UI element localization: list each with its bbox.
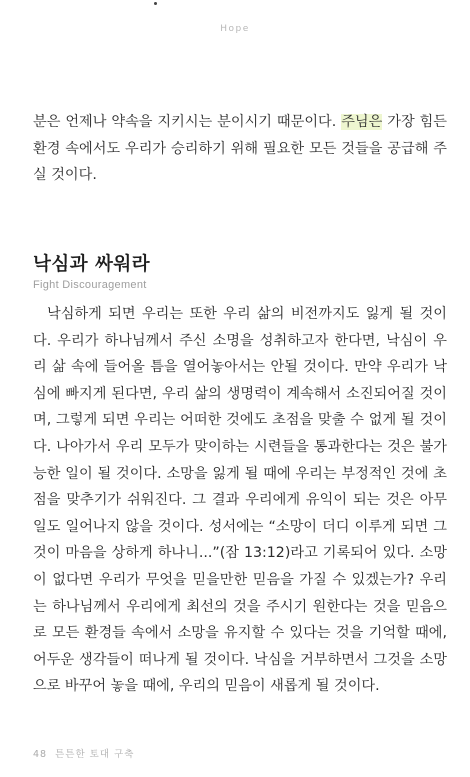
section-title: 낙심과 싸워라: [33, 254, 151, 275]
top-paragraph: [33, 109, 447, 189]
page-mark: [154, 2, 157, 5]
page-number: 48: [33, 749, 48, 760]
book-title: 튼튼한 토대 구축: [55, 749, 135, 760]
section-subtitle: Fight Discouragement: [33, 279, 147, 291]
running-head: Hope: [220, 24, 250, 34]
main-paragraph-text: 낙심하게 되면 우리는 또한 우리 삶의 비전까지도 잃게 될 것이다. 우리가 하나님께서 주신 소명을 성취하고자 한다면, 낙심이 우리 삶 속에 들어올 틈을 열어놓아서는 안될 것이다. 만약 우리가 낙심에 빠지게 된다면, 우리 삶의 생명력이 계속해서 소진되어질 것이며, 그렇게 되면 우리는 어떠한 것에도 초점을 맞출 수 없게 될 것이다. 나아가서 우리 모두가 맞이하는 시련들을 통과한다는 것은 불가능한 일이 될 것이다. 소망을 잃게 될 때에 우리는 부정적인 것에 초점을 맞추기가 쉬워진다. 그 결과 우리에게 유익이 되는 것은 아무 일도 일어나지 않을 것이다. 성서에는 “소망이 더디 이루게 되면 그것이 마음을 상하게 하나니...”(잠 13:12)라고 기록되어 있다. 소망이 없다면 우리가 무엇을 믿을만한 믿음을 가질 수 있겠는가? 우리는 하나님께서 우리에게 최선의 것을 주시기 원한다는 것을 믿음으로 모든 환경들 속에서 소망을 유지할 수 있다는 것을 기억할 때에, 어두운 생각들이 떠나게 될 것이다. 낙심을 거부하면서 그것을 소망으로 바꾸어 놓을 때에, 우리의 믿음이 새롭게 될 것이다.: [33, 306, 447, 695]
page-footer: [33, 746, 138, 760]
top-paragraph-text-1: 분은 언제나 약속을 지키시는 분이시기 때문이다.: [33, 114, 342, 130]
top-paragraph-text-2: 가장 힘든 환경 속에서도 우리가 승리하기 위해 필요한 모든 것들을 공급해 주실 것이다.: [33, 114, 447, 184]
main-paragraph: [33, 301, 447, 700]
highlighted-text: 주님은: [341, 114, 383, 130]
